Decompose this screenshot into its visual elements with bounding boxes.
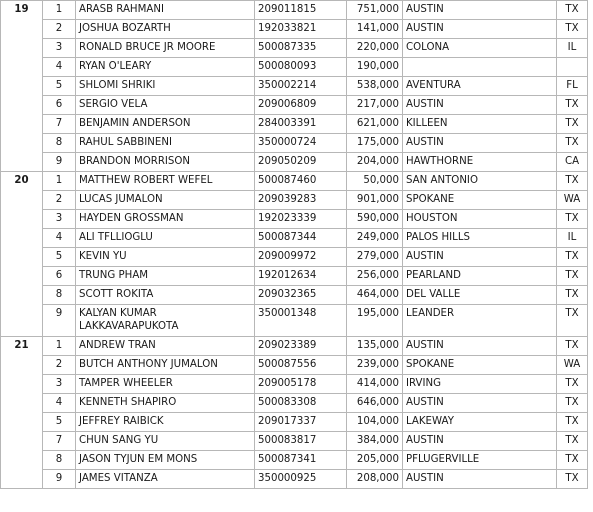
city-name: LAKEWAY xyxy=(403,413,557,432)
city-name: DEL VALLE xyxy=(403,286,557,305)
amount-value: 141,000 xyxy=(347,20,403,39)
city-name: AUSTIN xyxy=(403,20,557,39)
amount-value: 384,000 xyxy=(347,432,403,451)
person-name: BENJAMIN ANDERSON xyxy=(76,115,255,134)
row-sequence-number: 4 xyxy=(43,58,76,77)
city-name: KILLEEN xyxy=(403,115,557,134)
state-code: TX xyxy=(557,210,588,229)
state-code: TX xyxy=(557,413,588,432)
person-name: SCOTT ROKITA xyxy=(76,286,255,305)
row-sequence-number: 7 xyxy=(43,432,76,451)
table-row xyxy=(1,134,588,153)
person-name: RYAN O'LEARY xyxy=(76,58,255,77)
row-sequence-number: 5 xyxy=(43,248,76,267)
record-id: 209006809 xyxy=(255,96,347,115)
record-id: 500080093 xyxy=(255,58,347,77)
table-row xyxy=(1,305,588,337)
table-row xyxy=(1,286,588,305)
amount-value: 279,000 xyxy=(347,248,403,267)
amount-value: 50,000 xyxy=(347,172,403,191)
table-row xyxy=(1,413,588,432)
person-name: JEFFREY RAIBICK xyxy=(76,413,255,432)
table-row xyxy=(1,77,588,96)
record-id: 500087335 xyxy=(255,39,347,58)
person-name: CHUN SANG YU xyxy=(76,432,255,451)
table-row xyxy=(1,210,588,229)
amount-value: 901,000 xyxy=(347,191,403,210)
amount-value: 104,000 xyxy=(347,413,403,432)
row-sequence-number: 4 xyxy=(43,229,76,248)
table-row xyxy=(1,451,588,470)
state-code: TX xyxy=(557,470,588,489)
row-sequence-number: 2 xyxy=(43,191,76,210)
state-code: CA xyxy=(557,153,588,172)
table-row xyxy=(1,229,588,248)
amount-value: 239,000 xyxy=(347,356,403,375)
table-row xyxy=(1,470,588,489)
row-sequence-number: 3 xyxy=(43,39,76,58)
state-code: TX xyxy=(557,248,588,267)
city-name: AUSTIN xyxy=(403,470,557,489)
state-code: TX xyxy=(557,375,588,394)
amount-value: 220,000 xyxy=(347,39,403,58)
row-sequence-number: 6 xyxy=(43,267,76,286)
table-row xyxy=(1,356,588,375)
amount-value: 195,000 xyxy=(347,305,403,337)
city-name: AUSTIN xyxy=(403,337,557,356)
city-name: IRVING xyxy=(403,375,557,394)
record-id: 209011815 xyxy=(255,1,347,20)
amount-value: 590,000 xyxy=(347,210,403,229)
amount-value: 751,000 xyxy=(347,1,403,20)
record-id: 209039283 xyxy=(255,191,347,210)
table-row xyxy=(1,1,588,20)
person-name: JASON TYJUN EM MONS xyxy=(76,451,255,470)
group-number: 21 xyxy=(1,337,43,489)
row-sequence-number: 5 xyxy=(43,77,76,96)
state-code: TX xyxy=(557,337,588,356)
record-id: 500087341 xyxy=(255,451,347,470)
row-sequence-number: 9 xyxy=(43,153,76,172)
person-name: ANDREW TRAN xyxy=(76,337,255,356)
city-name: AUSTIN xyxy=(403,248,557,267)
amount-value: 204,000 xyxy=(347,153,403,172)
state-code: FL xyxy=(557,77,588,96)
state-code: WA xyxy=(557,191,588,210)
city-name: PEARLAND xyxy=(403,267,557,286)
amount-value: 464,000 xyxy=(347,286,403,305)
row-sequence-number: 2 xyxy=(43,356,76,375)
row-sequence-number: 9 xyxy=(43,470,76,489)
state-code: TX xyxy=(557,286,588,305)
person-name: MATTHEW ROBERT WEFEL xyxy=(76,172,255,191)
table-row xyxy=(1,39,588,58)
row-sequence-number: 5 xyxy=(43,413,76,432)
amount-value: 256,000 xyxy=(347,267,403,286)
city-name: HOUSTON xyxy=(403,210,557,229)
row-sequence-number: 8 xyxy=(43,451,76,470)
amount-value: 217,000 xyxy=(347,96,403,115)
record-id: 192033821 xyxy=(255,20,347,39)
record-id: 500087556 xyxy=(255,356,347,375)
person-name: KEVIN YU xyxy=(76,248,255,267)
amount-value: 135,000 xyxy=(347,337,403,356)
row-sequence-number: 9 xyxy=(43,305,76,337)
amount-value: 208,000 xyxy=(347,470,403,489)
record-id: 350001348 xyxy=(255,305,347,337)
state-code: TX xyxy=(557,115,588,134)
row-sequence-number: 1 xyxy=(43,172,76,191)
record-id: 500087460 xyxy=(255,172,347,191)
person-name: KENNETH SHAPIRO xyxy=(76,394,255,413)
table-row xyxy=(1,394,588,413)
person-name: SERGIO VELA xyxy=(76,96,255,115)
city-name: AUSTIN xyxy=(403,96,557,115)
row-sequence-number: 8 xyxy=(43,286,76,305)
amount-value: 249,000 xyxy=(347,229,403,248)
city-name: AUSTIN xyxy=(403,134,557,153)
city-name: PFLUGERVILLE xyxy=(403,451,557,470)
person-name: LUCAS JUMALON xyxy=(76,191,255,210)
state-code: IL xyxy=(557,39,588,58)
city-name: AVENTURA xyxy=(403,77,557,96)
state-code: IL xyxy=(557,229,588,248)
person-name: TAMPER WHEELER xyxy=(76,375,255,394)
state-code xyxy=(557,58,588,77)
state-code: TX xyxy=(557,134,588,153)
person-name: TRUNG PHAM xyxy=(76,267,255,286)
city-name: SPOKANE xyxy=(403,356,557,375)
person-name: BRANDON MORRISON xyxy=(76,153,255,172)
person-name: HAYDEN GROSSMAN xyxy=(76,210,255,229)
state-code: TX xyxy=(557,432,588,451)
person-name: SHLOMI SHRIKI xyxy=(76,77,255,96)
person-name: JOSHUA BOZARTH xyxy=(76,20,255,39)
table-row xyxy=(1,337,588,356)
amount-value: 414,000 xyxy=(347,375,403,394)
record-id: 500083817 xyxy=(255,432,347,451)
row-sequence-number: 2 xyxy=(43,20,76,39)
record-id: 209009972 xyxy=(255,248,347,267)
amount-value: 538,000 xyxy=(347,77,403,96)
record-id: 500083308 xyxy=(255,394,347,413)
table-row xyxy=(1,58,588,77)
city-name: LEANDER xyxy=(403,305,557,337)
city-name: HAWTHORNE xyxy=(403,153,557,172)
amount-value: 205,000 xyxy=(347,451,403,470)
records-table-body xyxy=(1,1,588,489)
state-code: TX xyxy=(557,96,588,115)
record-id: 350000925 xyxy=(255,470,347,489)
state-code: TX xyxy=(557,20,588,39)
person-name: BUTCH ANTHONY JUMALON xyxy=(76,356,255,375)
city-name: SPOKANE xyxy=(403,191,557,210)
row-sequence-number: 3 xyxy=(43,210,76,229)
city-name: AUSTIN xyxy=(403,1,557,20)
row-sequence-number: 8 xyxy=(43,134,76,153)
row-sequence-number: 6 xyxy=(43,96,76,115)
person-name: ALI TFLLIOGLU xyxy=(76,229,255,248)
city-name xyxy=(403,58,557,77)
record-id: 350000724 xyxy=(255,134,347,153)
record-id: 350002214 xyxy=(255,77,347,96)
state-code: TX xyxy=(557,1,588,20)
person-name: RAHUL SABBINENI xyxy=(76,134,255,153)
record-id: 192023339 xyxy=(255,210,347,229)
row-sequence-number: 3 xyxy=(43,375,76,394)
record-id: 209005178 xyxy=(255,375,347,394)
group-number: 19 xyxy=(1,1,43,172)
person-name: RONALD BRUCE JR MOORE xyxy=(76,39,255,58)
city-name: COLONA xyxy=(403,39,557,58)
group-number: 20 xyxy=(1,172,43,337)
record-id: 209032365 xyxy=(255,286,347,305)
state-code: TX xyxy=(557,394,588,413)
table-row xyxy=(1,172,588,191)
person-name: ARASB RAHMANI xyxy=(76,1,255,20)
row-sequence-number: 4 xyxy=(43,394,76,413)
state-code: TX xyxy=(557,267,588,286)
table-row xyxy=(1,432,588,451)
state-code: TX xyxy=(557,305,588,337)
table-row xyxy=(1,375,588,394)
record-id: 209017337 xyxy=(255,413,347,432)
state-code: TX xyxy=(557,451,588,470)
city-name: PALOS HILLS xyxy=(403,229,557,248)
row-sequence-number: 1 xyxy=(43,1,76,20)
table-row xyxy=(1,248,588,267)
city-name: AUSTIN xyxy=(403,394,557,413)
state-code: WA xyxy=(557,356,588,375)
amount-value: 190,000 xyxy=(347,58,403,77)
person-name: KALYAN KUMAR LAKKAVARAPUKOTA xyxy=(76,305,255,337)
record-id: 192012634 xyxy=(255,267,347,286)
record-id: 209023389 xyxy=(255,337,347,356)
city-name: SAN ANTONIO xyxy=(403,172,557,191)
table-row xyxy=(1,115,588,134)
table-row xyxy=(1,96,588,115)
record-id: 500087344 xyxy=(255,229,347,248)
table-row xyxy=(1,267,588,286)
row-sequence-number: 1 xyxy=(43,337,76,356)
state-code: TX xyxy=(557,172,588,191)
person-name: JAMES VITANZA xyxy=(76,470,255,489)
amount-value: 646,000 xyxy=(347,394,403,413)
table-row xyxy=(1,20,588,39)
city-name: AUSTIN xyxy=(403,432,557,451)
table-row xyxy=(1,191,588,210)
row-sequence-number: 7 xyxy=(43,115,76,134)
amount-value: 175,000 xyxy=(347,134,403,153)
record-id: 284003391 xyxy=(255,115,347,134)
amount-value: 621,000 xyxy=(347,115,403,134)
table-row xyxy=(1,153,588,172)
record-id: 209050209 xyxy=(255,153,347,172)
